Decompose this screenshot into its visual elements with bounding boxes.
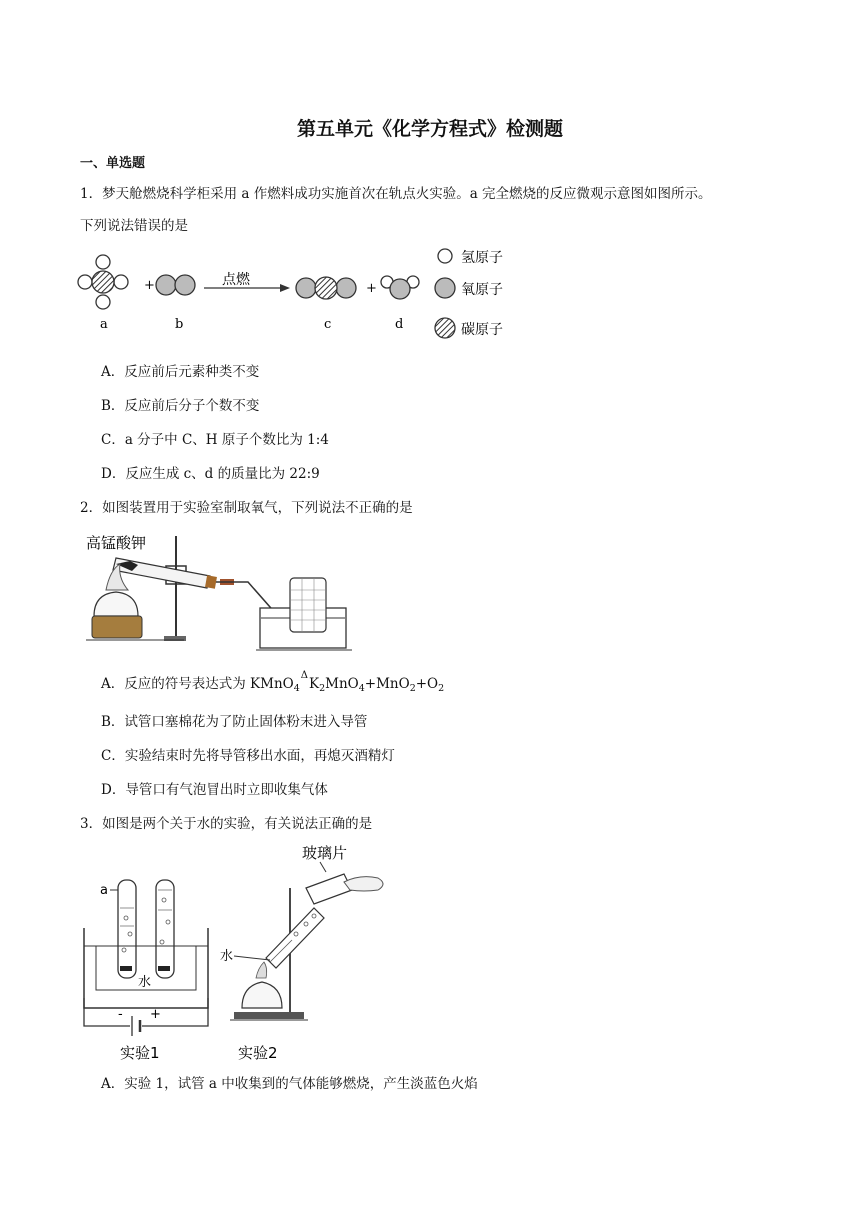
q2-stem: 2．如图装置用于实验室制取氧气，下列说法不正确的是 (80, 500, 413, 516)
label-a: a (100, 317, 108, 332)
q3-stem: 3．如图是两个关于水的实验，有关说法正确的是 (80, 816, 373, 832)
minus-label: - (118, 1007, 123, 1022)
test-tube-a (118, 880, 136, 978)
label-potassium-permanganate: 高锰酸钾 (86, 534, 147, 552)
q2-option-b: B．试管口塞棉花为了防止固体粉末进入导管 (101, 714, 368, 730)
q1-stem-line2: 下列说法错误的是 (80, 218, 188, 234)
legend-carbon: 碳原子 (461, 322, 503, 338)
oxygen-atom-icon (435, 278, 455, 298)
q1-option-b: B．反应前后分子个数不变 (101, 398, 260, 414)
water-label-1: 水 (138, 975, 152, 990)
label-d: d (395, 317, 404, 332)
q1-stem-line1: 1．梦天舱燃烧科学柜采用 a 作燃料成功实施首次在轨点火实验。a 完全燃烧的反应微观示意图如图所示。 (80, 186, 712, 202)
electrode-2 (158, 966, 170, 971)
alcohol-lamp-2 (242, 982, 282, 1008)
q1-option-d: D．反应生成 c、d 的质量比为 22:9 (101, 466, 320, 482)
plus-sign-1: + (144, 278, 155, 293)
molecule-c (296, 277, 356, 299)
q1-option-c: C．a 分子中 C、H 原子个数比为 1:4 (101, 432, 329, 448)
label-c: c (324, 317, 332, 332)
alcohol-lamp (94, 592, 138, 616)
gas-collecting-bottle (290, 578, 326, 632)
rubber-stopper (205, 575, 217, 589)
carbon-atom-icon (435, 318, 455, 338)
molecule-b (156, 275, 195, 295)
experiment-2-label: 实验2 (238, 1044, 278, 1062)
tube-a-label: a (100, 883, 108, 898)
q3-water-experiments (80, 838, 400, 1066)
glass-plate-label: 玻璃片 (302, 844, 348, 862)
q2-option-c: C．实验结束时先将导管移出水面，再熄灭酒精灯 (101, 748, 395, 764)
atom-legend (435, 249, 503, 338)
experiment-2-apparatus (220, 844, 383, 1062)
molecule-a (78, 255, 128, 309)
heat-delta: Δ (300, 670, 308, 681)
plus-label: + (150, 1007, 161, 1022)
q1-option-a: A．反应前后元素种类不变 (101, 364, 260, 380)
legend-hydrogen: 氢原子 (461, 250, 503, 266)
test-tube-b (156, 880, 174, 978)
flame-2 (256, 962, 267, 978)
arrow-head (280, 284, 290, 292)
page-title: 第五单元《化学方程式》检测题 (296, 118, 563, 140)
stand-base-2 (234, 1012, 304, 1019)
section-heading: 一、单选题 (80, 156, 146, 171)
q2-oxygen-apparatus (80, 526, 360, 656)
hydrogen-atom-icon (438, 249, 452, 263)
glass-plate (306, 874, 352, 904)
hand-icon (344, 877, 383, 891)
q2-option-a: A．反应的符号表达式为 $KMnO_4^\Delta K_2MnO_4+MnO_2+O_2$ (101, 670, 445, 694)
water-label-2: 水 (220, 949, 234, 964)
experiment-1-label: 实验1 (120, 1044, 160, 1062)
electrode-1 (120, 966, 132, 971)
plus-sign-2: + (366, 281, 377, 296)
q3-option-a: A．实验 1，试管 a 中收集到的气体能够燃烧，产生淡蓝色火焰 (101, 1076, 478, 1092)
experiment-1-apparatus (84, 880, 208, 1062)
water-vessel (84, 928, 208, 1008)
reaction-condition: 点燃 (222, 272, 250, 288)
wood-block (92, 616, 142, 638)
label-b: b (175, 317, 184, 332)
q1-reaction-diagram (76, 244, 526, 344)
molecule-d (381, 276, 419, 299)
legend-oxygen: 氧原子 (461, 282, 503, 298)
q2-option-d: D．导管口有气泡冒出时立即收集气体 (101, 782, 328, 798)
